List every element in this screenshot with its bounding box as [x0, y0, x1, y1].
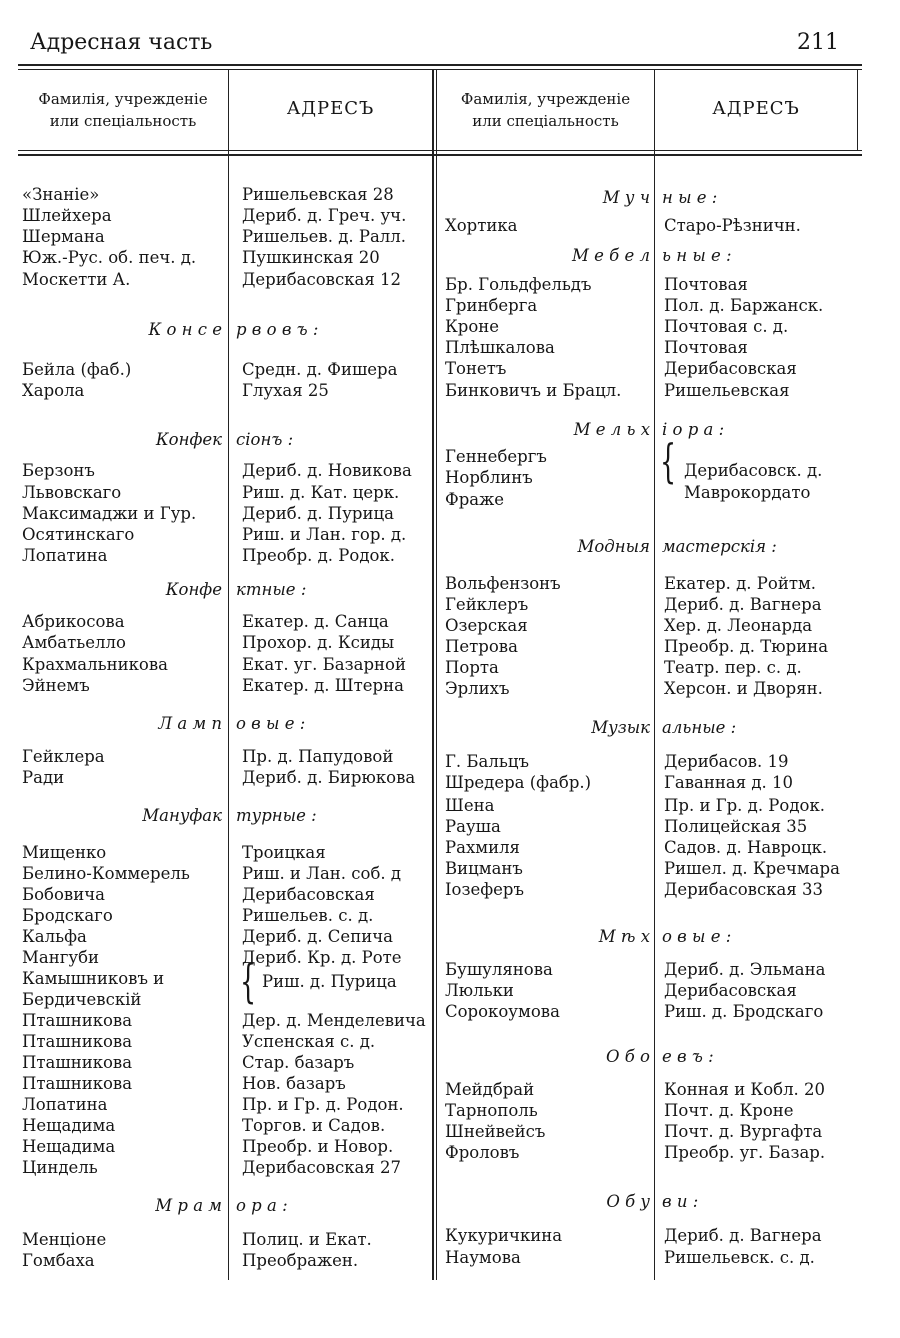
entry-name: Тонетъ — [445, 359, 507, 378]
entry-name: Мангуби — [22, 948, 100, 967]
section-heading-left: М е б е л — [572, 246, 650, 265]
section-heading-right: о в ы е : — [236, 714, 306, 733]
header-border-right — [857, 70, 858, 150]
entry-name: Іозеферъ — [445, 880, 524, 899]
entry-name: Геннебергъ — [445, 447, 547, 466]
entry-address: Садов. д. Навроцк. — [664, 838, 828, 857]
entry-address: Дерибасовск. д. — [684, 461, 823, 480]
entry-address: Успенская с. д. — [242, 1032, 376, 1051]
entry-name: Бушулянова — [445, 960, 553, 979]
entry-name: Лопатина — [22, 546, 108, 565]
entry-name: Абрикосова — [22, 612, 125, 631]
entry-name: Мищенко — [22, 843, 107, 862]
entry-address: Дерибасов. 19 — [664, 752, 789, 771]
entry-address: Пр. и Гр. д. Родок. — [664, 796, 825, 815]
entry-address: Риш. и Лан. гор. д. — [242, 525, 407, 544]
entry-name: Шлейхера — [22, 206, 112, 225]
section-heading-left: Конфек — [155, 430, 222, 449]
entry-address: Прохор. д. Ксиды — [242, 633, 395, 652]
entry-name: Нещадима — [22, 1116, 116, 1135]
entry-name: Хортика — [445, 216, 518, 235]
entry-name: Пташникова — [22, 1074, 133, 1093]
entry-name: «Знаніе» — [22, 185, 100, 204]
entry-address: Екатер. д. Штерна — [242, 676, 404, 695]
entry-address: Пушкинская 20 — [242, 248, 380, 267]
section-heading-left: Мануфак — [142, 806, 222, 825]
entry-address: Дериб. д. Вагнера — [664, 595, 822, 614]
entry-address: Пол. д. Баржанск. — [664, 296, 824, 315]
entry-address: Маврокордато — [684, 483, 811, 502]
column-divider-center-thin — [436, 70, 437, 1280]
entry-address: Полиц. и Екат. — [242, 1230, 372, 1249]
entry-address: Дериб. д. Новикова — [242, 461, 412, 480]
entry-name: Фроловъ — [445, 1143, 520, 1162]
section-heading-left: М ѣ х — [598, 927, 650, 946]
entry-address: Дериб. д. Эльмана — [664, 960, 826, 979]
entry-address: Гаванная д. 10 — [664, 773, 794, 792]
entry-address: Преобр. д. Тюрина — [664, 637, 829, 656]
entry-address: Ришельев. д. Ралл. — [242, 227, 407, 246]
entry-name: Кроне — [445, 317, 500, 336]
entry-name: Белино-Коммерель — [22, 864, 190, 883]
entry-address: Екатер. д. Ройтм. — [664, 574, 817, 593]
entry-name: Львовскаго — [22, 483, 122, 502]
entry-address: Преображен. — [242, 1251, 359, 1270]
entry-name: Осятинскаго — [22, 525, 135, 544]
entry-address: Преобр. уг. Базар. — [664, 1143, 826, 1162]
entry-address: Преобр. д. Родок. — [242, 546, 395, 565]
entry-address: Ришел. д. Кречмара — [664, 859, 840, 878]
entry-name: Кальфа — [22, 927, 87, 946]
section-title: Адресная часть — [30, 30, 213, 55]
entry-address: Театр. пер. с. д. — [664, 658, 802, 677]
entry-address: Троицкая — [242, 843, 326, 862]
entry-address: Старо-Рѣзничн. — [664, 216, 801, 235]
entry-address: Пр. д. Папудовой — [242, 747, 394, 766]
entry-name: Гейклера — [22, 747, 105, 766]
entry-name: Москетти А. — [22, 270, 131, 289]
entry-name: Камышниковъ и — [22, 969, 165, 988]
entry-address: Почт. д. Вургафта — [664, 1122, 823, 1141]
column-divider-center — [432, 70, 434, 1280]
section-heading-right: о в ы е : — [662, 927, 732, 946]
section-heading-right: мастерскія : — [662, 537, 777, 556]
left-name-header: Фамилія, учрежденіе или спеціальность — [38, 90, 208, 130]
entry-name: Максимаджи и Гур. — [22, 504, 197, 523]
section-heading-right: ктные : — [236, 580, 307, 599]
entry-address: Почтовая с. д. — [664, 317, 789, 336]
entry-address: Риш. и Лан. соб. д — [242, 864, 402, 883]
entry-name: Гейклеръ — [445, 595, 529, 614]
section-heading-left: Музык — [591, 718, 650, 737]
section-heading-left: К о н с е — [148, 320, 222, 339]
entry-address: Риш. д. Кат. церк. — [242, 483, 400, 502]
entry-address: Херсон. и Дворян. — [664, 679, 823, 698]
entry-name: Бобовича — [22, 885, 105, 904]
entry-name: Рахмиля — [445, 838, 520, 857]
entry-name: Гомбаха — [22, 1251, 95, 1270]
entry-name: Харола — [22, 381, 85, 400]
header-rule — [18, 150, 862, 151]
brace-symbol: { — [660, 434, 677, 488]
column-divider-left — [228, 70, 229, 1280]
entry-name: Берзонъ — [22, 461, 95, 480]
entry-address: Торгов. и Садов. — [242, 1116, 386, 1135]
entry-name: Шредера (фабр.) — [445, 773, 592, 792]
section-heading-right: і о р а : — [662, 420, 725, 439]
entry-name: Менціоне — [22, 1230, 107, 1249]
entry-name: Пташникова — [22, 1032, 133, 1051]
entry-address: Дерибасовская — [664, 981, 797, 1000]
entry-name: Пташникова — [22, 1053, 133, 1072]
entry-name: Шермана — [22, 227, 105, 246]
page-number: 211 — [797, 30, 839, 55]
entry-name: Люльки — [445, 981, 514, 1000]
entry-name: Бр. Гольдфельдъ — [445, 275, 592, 294]
entry-name: Гринберга — [445, 296, 538, 315]
entry-name: Амбатьелло — [22, 633, 126, 652]
section-heading-right: в и : — [662, 1192, 699, 1211]
top-rule — [18, 64, 862, 66]
section-heading-right: н ы е : — [662, 188, 718, 207]
entry-name: Бейла (фаб.) — [22, 360, 132, 379]
entry-name: Озерская — [445, 616, 528, 635]
entry-name: Сорокоумова — [445, 1002, 560, 1021]
entry-name: Вицманъ — [445, 859, 523, 878]
entry-address: Дерибасовская — [664, 359, 797, 378]
entry-address: Дериб. д. Вагнера — [664, 1226, 822, 1245]
entry-address: Преобр. и Новор. — [242, 1137, 394, 1156]
entry-address: Почтовая — [664, 275, 748, 294]
section-heading-right: е в ъ : — [662, 1047, 714, 1066]
section-heading-left: О б о — [605, 1047, 650, 1066]
right-name-header: Фамилія, учрежденіе или спеціальность — [460, 90, 631, 130]
section-heading-right: турные : — [236, 806, 317, 825]
entry-address: Нов. базаръ — [242, 1074, 346, 1093]
top-rule-thin — [18, 69, 862, 70]
entry-name: Ради — [22, 768, 65, 787]
entry-address: Конная и Кобл. 20 — [664, 1080, 826, 1099]
section-heading-right: о р а : — [236, 1196, 288, 1215]
entry-address: Екатер. д. Санца — [242, 612, 389, 631]
entry-address: Пр. и Гр. д. Родон. — [242, 1095, 404, 1114]
entry-name: Тарнополь — [445, 1101, 538, 1120]
entry-name: Циндель — [22, 1158, 98, 1177]
entry-name: Эйнемъ — [22, 676, 90, 695]
entry-address: Дерибасовская 12 — [242, 270, 402, 289]
entry-name: Бердичевскій — [22, 990, 142, 1009]
entry-name: Юж.-Рус. об. печ. д. — [22, 248, 197, 267]
entry-name: Петрова — [445, 637, 518, 656]
entry-address: Почт. д. Кроне — [664, 1101, 794, 1120]
entry-name: Бродскаго — [22, 906, 113, 925]
right-address-header: АДРЕСЪ — [712, 98, 800, 119]
entry-name: Эрлихъ — [445, 679, 510, 698]
entry-address: Почтовая — [664, 338, 748, 357]
entry-address: Риш. д. Пурица — [262, 972, 397, 991]
entry-name: Порта — [445, 658, 499, 677]
entry-address: Дериб. д. Греч. уч. — [242, 206, 407, 225]
entry-name: Мейдбрай — [445, 1080, 535, 1099]
entry-name: Рауша — [445, 817, 501, 836]
entry-name: Фраже — [445, 490, 505, 509]
section-heading-left: М р а м — [155, 1196, 222, 1215]
entry-name: Шена — [445, 796, 495, 815]
entry-name: Крахмальникова — [22, 655, 168, 674]
entry-address: Стар. базаръ — [242, 1053, 355, 1072]
brace-symbol: { — [240, 954, 257, 1008]
entry-address: Ришельевск. с. д. — [664, 1248, 815, 1267]
entry-address: Дериб. д. Сепича — [242, 927, 393, 946]
entry-address: Дерибасовская 33 — [664, 880, 824, 899]
entry-name: Лопатина — [22, 1095, 108, 1114]
entry-name: Шнейвейсъ — [445, 1122, 546, 1141]
entry-name: Нещадима — [22, 1137, 116, 1156]
entry-address: Дерибасовская 27 — [242, 1158, 402, 1177]
entry-name: Плѣшкалова — [445, 338, 555, 357]
entry-address: Средн. д. Фишера — [242, 360, 398, 379]
left-address-header: АДРЕСЪ — [286, 98, 375, 119]
section-heading-left: М е л ь х — [573, 420, 650, 439]
entry-address: Полицейская 35 — [664, 817, 808, 836]
entry-address: Ришельевская 28 — [242, 185, 394, 204]
header-rule-thick — [18, 154, 862, 156]
entry-address: Дер. д. Менделевича — [242, 1011, 426, 1030]
entry-address: Риш. д. Бродскаго — [664, 1002, 824, 1021]
entry-address: Ришельев. с. д. — [242, 906, 374, 925]
entry-name: Пташникова — [22, 1011, 133, 1030]
section-heading-left: О б у — [606, 1192, 650, 1211]
section-heading-left: Конфе — [165, 580, 222, 599]
section-heading-right: р в о в ъ : — [236, 320, 319, 339]
entry-address: Дериб. д. Бирюкова — [242, 768, 416, 787]
entry-name: Кукуричкина — [445, 1226, 563, 1245]
entry-name: Г. Бальцъ — [445, 752, 529, 771]
entry-address: Глухая 25 — [242, 381, 329, 400]
section-heading-left: Модныя — [577, 537, 650, 556]
section-heading-right: альные : — [662, 718, 737, 737]
entry-name: Бинковичъ и Брацл. — [445, 381, 622, 400]
section-heading-left: М у ч — [602, 188, 650, 207]
section-heading-right: ь н ы е : — [662, 246, 732, 265]
entry-address: Дериб. Кр. д. Роте — [242, 948, 402, 967]
entry-address: Дерибасовская — [242, 885, 375, 904]
column-divider-right — [654, 70, 655, 1280]
entry-name: Наумова — [445, 1248, 521, 1267]
section-heading-left: Л а м п — [158, 714, 222, 733]
entry-address: Екат. уг. Базарной — [242, 655, 406, 674]
entry-name: Норблинъ — [445, 468, 533, 487]
entry-address: Дериб. д. Пурица — [242, 504, 394, 523]
entry-address: Хер. д. Леонарда — [664, 616, 813, 635]
entry-address: Ришельевская — [664, 381, 790, 400]
section-heading-right: сіонъ : — [236, 430, 294, 449]
entry-name: Вольфензонъ — [445, 574, 561, 593]
